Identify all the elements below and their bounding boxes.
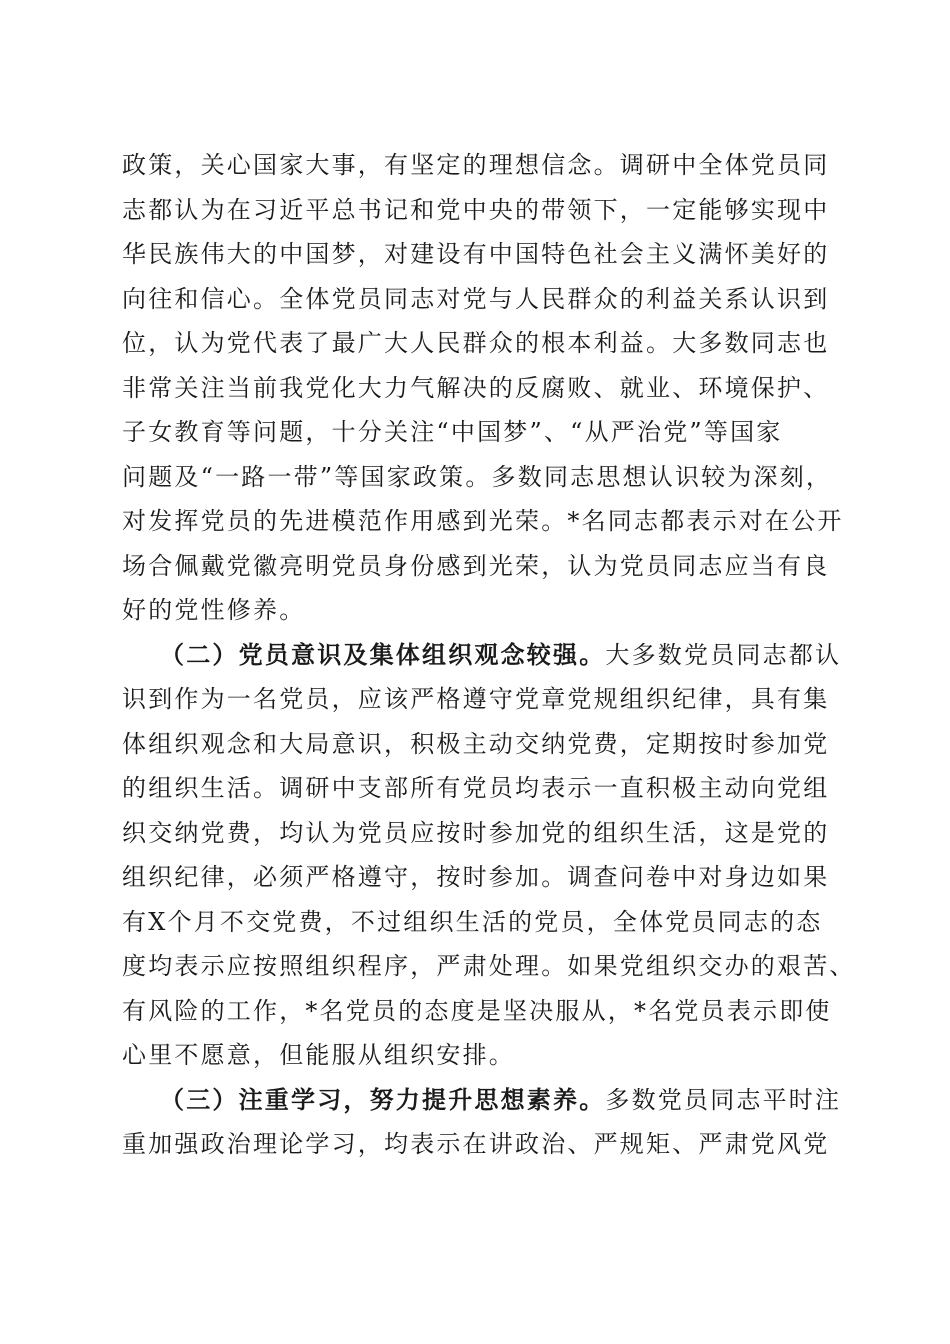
text-line: 场合佩戴党徽亮明党员身份感到光荣，认为党员同志应当有良 <box>122 552 830 580</box>
text-line: 非常关注当前我党化大力气解决的反腐败、就业、环境保护、 <box>122 374 830 402</box>
text-line: 重加强政治理论学习，均表示在讲政治、严规矩、严肃党风党 <box>122 1130 830 1158</box>
text-line: 子女教育等问题，十分关注“中国梦”、“从严治党”等国家 <box>122 418 783 446</box>
text-line: 的组织生活。调研中支部所有党员均表示一直积极主动向党组 <box>122 774 830 802</box>
text-line: 政策，关心国家大事，有坚定的理想信念。调研中全体党员同 <box>122 151 830 179</box>
section-heading: （二）党员意识及集体组织观念较强。 <box>160 640 606 669</box>
text-span: 大多数党员同志都认 <box>605 641 842 669</box>
text-line: 组织纪律，必须严格遵守，按时参加。调查问卷中对身边如果 <box>122 863 830 891</box>
section-heading: （三）注重学习，努力提升思想素养。 <box>160 1085 606 1114</box>
text-line: 好的党性修养。 <box>122 596 306 624</box>
text-line: 度均表示应按照组织程序，严肃处理。如果党组织交办的艰苦、 <box>122 952 856 980</box>
text-line: 对发挥党员的先进模范作用感到光荣。*名同志都表示对在公开 <box>122 507 844 535</box>
text-line: 识到作为一名党员，应该严格遵守党章党规组织纪律，具有集 <box>122 685 830 713</box>
text-span: 多数党员同志平时注 <box>605 1086 842 1114</box>
text-line: 有X个月不交党费，不过组织生活的党员，全体党员同志的态 <box>122 908 823 936</box>
text-line: 华民族伟大的中国梦，对建设有中国特色社会主义满怀美好的 <box>122 240 830 268</box>
section-heading-line <box>160 1080 842 1120</box>
text-line: 体组织观念和大局意识，积极主动交纳党费，定期按时参加党 <box>122 730 830 758</box>
text-line: 有风险的工作，*名党员的态度是坚决服从，*名党员表示即使 <box>122 997 832 1025</box>
text-line: 问题及“一路一带”等国家政策。多数同志思想认识较为深刻， <box>122 463 833 491</box>
text-line: 向往和信心。全体党员同志对党与人民群众的利益关系认识到 <box>122 285 830 313</box>
section-heading-line <box>160 635 842 675</box>
text-line: 织交纳党费，均认为党员应按时参加党的组织生活，这是党的 <box>122 819 830 847</box>
text-line: 位，认为党代表了最广大人民群众的根本利益。大多数同志也 <box>122 329 830 357</box>
text-line: 志都认为在习近平总书记和党中央的带领下，一定能够实现中 <box>122 196 830 224</box>
text-line: 心里不愿意，但能服从组织安排。 <box>122 1041 515 1069</box>
